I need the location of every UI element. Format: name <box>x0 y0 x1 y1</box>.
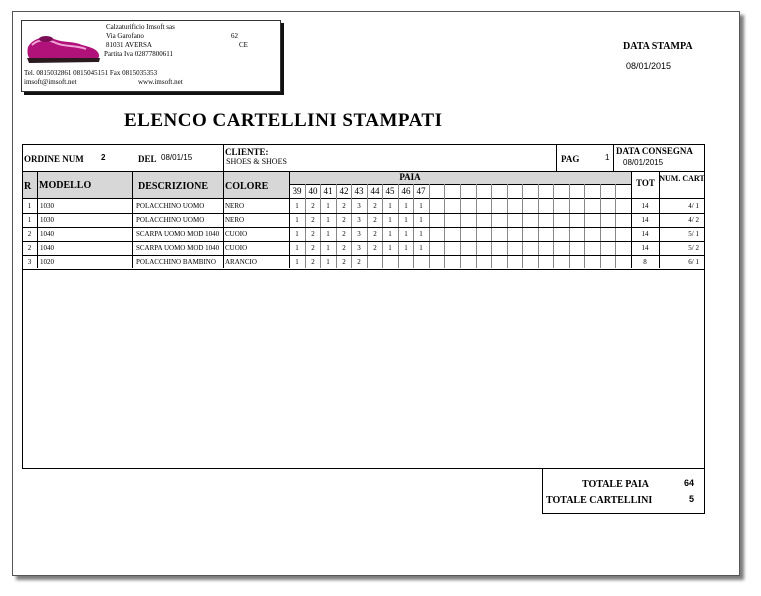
row-tot: 14 <box>641 244 649 252</box>
page-number: 1 <box>605 153 610 162</box>
row-qty-cell: 2 <box>311 202 315 210</box>
delivery-date: 08/01/2015 <box>623 158 664 167</box>
company-header-box <box>21 20 281 92</box>
row-modello: 1030 <box>40 216 54 224</box>
print-date-value: 08/01/2015 <box>626 61 672 71</box>
company-web: www.imsoft.net <box>138 78 183 86</box>
client-label: CLIENTE: <box>225 147 269 157</box>
order-number-label: ORDINE NUM <box>24 154 84 164</box>
row-qty-cell: 2 <box>342 258 346 266</box>
row-modello: 1030 <box>40 202 54 210</box>
row-r: 2 <box>27 230 32 238</box>
company-street: Via Garofano <box>106 32 144 40</box>
row-separator <box>22 227 705 228</box>
col-num-cart-header: NUM. CART <box>659 174 705 183</box>
delivery-date-label: DATA CONSEGNA <box>616 146 693 156</box>
row-tot: 8 <box>643 258 647 266</box>
size-label: 40 <box>308 186 318 196</box>
row-qty-cell: 1 <box>295 216 299 224</box>
row-tot: 14 <box>641 230 649 238</box>
row-tot: 14 <box>641 202 649 210</box>
page-title: ELENCO CARTELLINI STAMPATI <box>124 110 443 131</box>
col-modello-header: MODELLO <box>39 180 92 191</box>
page-number-label: PAG <box>561 154 580 164</box>
col-colore-header: COLORE <box>225 181 269 192</box>
row-qty-cell: 1 <box>419 230 423 238</box>
client-name: SHOES & SHOES <box>226 157 287 166</box>
company-contacts: Tel. 0815032861 0815045151 Fax 0815035353 <box>24 69 158 77</box>
row-num-cart: 6/ 1 <box>688 258 699 266</box>
row-descrizione: SCARPA UOMO MOD 1040 <box>136 244 220 252</box>
col-descrizione-header: DESCRIZIONE <box>138 181 209 192</box>
row-qty-cell: 1 <box>404 202 408 210</box>
row-qty-cell: 1 <box>326 244 330 252</box>
row-qty-cell: 2 <box>311 244 315 252</box>
row-qty-cell: 1 <box>388 216 392 224</box>
row-num-cart: 4/ 2 <box>688 216 699 224</box>
row-r: 2 <box>27 244 32 252</box>
print-date-label: DATA STAMPA <box>623 41 693 52</box>
row-qty-cell: 1 <box>404 244 408 252</box>
row-qty-cell: 3 <box>357 216 361 224</box>
row-qty-cell: 2 <box>357 258 361 266</box>
row-colore: CUOIO <box>225 244 248 252</box>
row-descrizione: POLACCHINO UOMO <box>136 216 205 224</box>
size-label: 43 <box>354 186 364 196</box>
company-name: Calzaturificio Imsoft sas <box>106 23 175 31</box>
row-qty-cell: 3 <box>357 230 361 238</box>
row-qty-cell: 3 <box>357 202 361 210</box>
size-label: 45 <box>385 186 395 196</box>
row-qty-cell: 1 <box>404 230 408 238</box>
row-colore: NERO <box>225 202 245 210</box>
row-qty-cell: 2 <box>311 258 315 266</box>
row-descrizione: SCARPA UOMO MOD 1040 <box>136 230 220 238</box>
row-descrizione: POLACCHINO UOMO <box>136 202 205 210</box>
row-separator <box>22 241 705 242</box>
row-qty-cell: 1 <box>295 258 299 266</box>
size-label: 46 <box>401 186 411 196</box>
order-date-label: DEL <box>138 154 157 164</box>
row-qty-cell: 2 <box>373 202 377 210</box>
total-pairs-value: 64 <box>684 478 695 488</box>
row-qty-cell: 2 <box>373 244 377 252</box>
company-street-number: 62 <box>231 32 238 40</box>
size-label: 47 <box>416 186 426 196</box>
row-colore: CUOIO <box>225 230 248 238</box>
row-qty-cell: 1 <box>326 216 330 224</box>
row-qty-cell: 2 <box>373 230 377 238</box>
shoe-icon <box>24 25 102 67</box>
size-label: 42 <box>339 186 349 196</box>
row-r: 1 <box>27 216 32 224</box>
row-qty-cell: 2 <box>342 202 346 210</box>
row-separator <box>22 213 705 214</box>
row-qty-cell: 2 <box>342 216 346 224</box>
row-qty-cell: 2 <box>373 216 377 224</box>
size-label: 39 <box>292 186 302 196</box>
row-qty-cell: 1 <box>295 230 299 238</box>
row-num-cart: 4/ 1 <box>688 202 699 210</box>
order-number: 2 <box>101 153 106 162</box>
row-qty-cell: 1 <box>295 244 299 252</box>
row-colore: ARANCIO <box>225 258 257 266</box>
row-qty-cell: 3 <box>357 244 361 252</box>
row-colore: NERO <box>225 216 245 224</box>
col-tot-header: TOT <box>636 178 655 188</box>
row-num-cart: 5/ 1 <box>688 230 699 238</box>
row-qty-cell: 1 <box>404 216 408 224</box>
row-qty-cell: 1 <box>419 244 423 252</box>
report-page <box>12 11 740 576</box>
col-paia-header: PAIA <box>399 172 421 182</box>
row-num-cart: 5/ 2 <box>688 244 699 252</box>
row-qty-cell: 2 <box>342 244 346 252</box>
row-separator <box>22 269 705 270</box>
row-qty-cell: 2 <box>342 230 346 238</box>
row-qty-cell: 1 <box>419 216 423 224</box>
row-descrizione: POLACCHINO BAMBINO <box>136 258 216 266</box>
row-qty-cell: 1 <box>326 202 330 210</box>
row-qty-cell: 1 <box>326 258 330 266</box>
row-modello: 1040 <box>40 230 54 238</box>
total-pairs-label: TOTALE PAIA <box>582 479 649 490</box>
total-tags-label: TOTALE CARTELLINI <box>546 495 653 506</box>
company-province: CE <box>239 41 248 49</box>
company-email: imsoft@imsoft.net <box>24 78 77 86</box>
row-tot: 14 <box>641 216 649 224</box>
row-qty-cell: 1 <box>295 202 299 210</box>
row-r: 3 <box>27 258 32 266</box>
company-city: 81031 AVERSA <box>106 41 152 49</box>
row-modello: 1040 <box>40 244 54 252</box>
size-label: 41 <box>323 186 333 196</box>
total-tags-value: 5 <box>689 494 695 504</box>
row-qty-cell: 1 <box>388 202 392 210</box>
row-r: 1 <box>27 202 32 210</box>
company-vat: Partita Iva 02877800611 <box>104 50 173 58</box>
row-qty-cell: 2 <box>311 216 315 224</box>
row-qty-cell: 1 <box>388 230 392 238</box>
col-r-header: R <box>24 181 32 192</box>
row-qty-cell: 1 <box>388 244 392 252</box>
row-separator <box>22 255 705 256</box>
order-date: 08/01/15 <box>161 153 193 162</box>
row-modello: 1020 <box>40 258 54 266</box>
row-qty-cell: 1 <box>419 202 423 210</box>
row-qty-cell: 1 <box>326 230 330 238</box>
row-qty-cell: 2 <box>311 230 315 238</box>
size-label: 44 <box>370 186 380 196</box>
